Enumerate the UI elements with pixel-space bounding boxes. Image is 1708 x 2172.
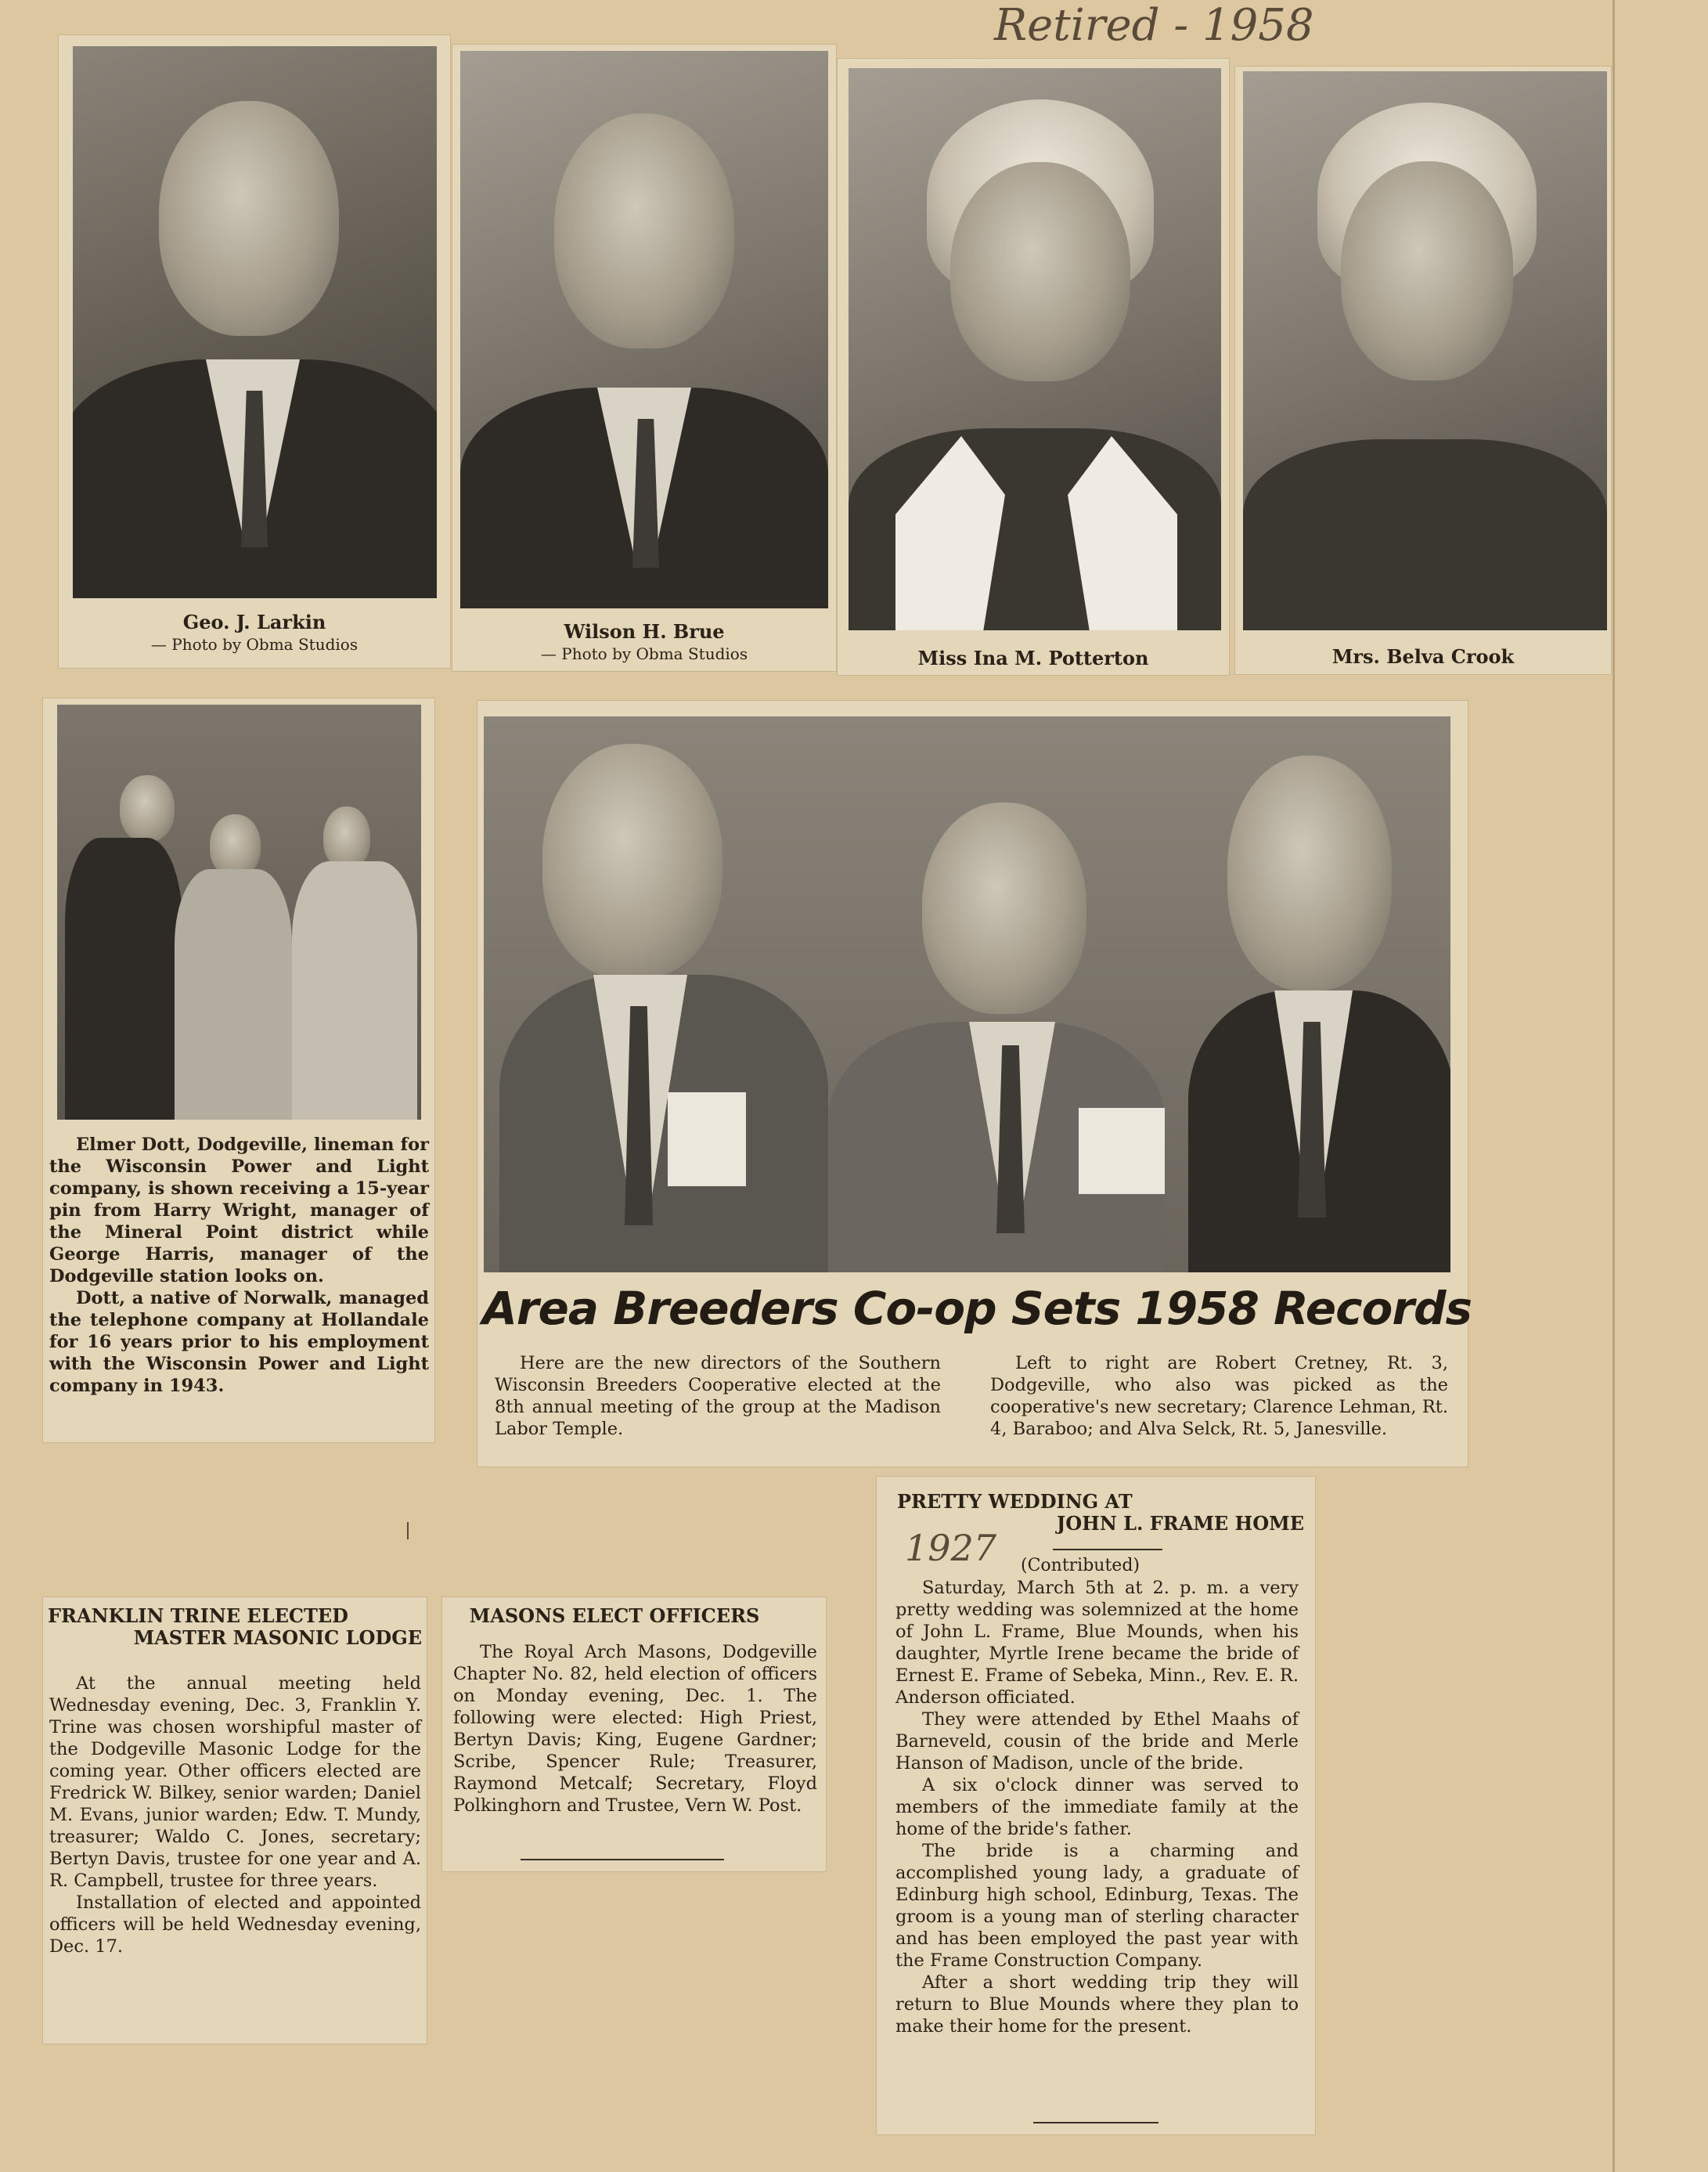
portrait-photo-brue [460,51,828,608]
portrait-clipping-potterton [838,59,1229,675]
portrait-name-larkin: Geo. J. Larkin [182,611,326,633]
trine-article-paragraph-1: At the annual meeting held Wednesday evening, Dec. 3, Franklin Y. Trine was chosen worshipful master of the Dodgeville Masonic Lodge for the coming year. Other officers elected are Fredrick W. Bilkey, senior warden; Daniel M. Evans, junior warden; Edw. T. Mundy, treasurer; Waldo C. Jones, secretary; Bertyn Davis, trustee for one year and A. R. Campbell, trustee for three years. [49,1673,421,1891]
dott-article-paragraph-1: Elmer Dott, Dodgeville, lineman for the Wisconsin Power and Light company, is shown receiving a 15-year pin from Harry Wright, manager of the Mineral Point district while George Harris, manager of the Dodgeville station looks on. [49,1135,429,1286]
dott-article-text [49,1134,429,1397]
handwritten-wedding-year: 1927 [905,1527,997,1569]
scrapbook-page-edge [1613,0,1615,2172]
portrait-name-brue: Wilson H. Brue [564,620,725,643]
trine-clipping [43,1597,427,2044]
portrait-photo-potterton [849,68,1221,630]
wedding-article-paragraph-5: After a short wedding trip they will return to Blue Mounds where they plan to make their home for the present. [895,1972,1299,2037]
wedding-article-paragraph-1: Saturday, March 5th at 2. p. m. a very pretty wedding was solemnized at the home of John L. Frame, Blue Mounds, when his daughter, Myrtle Irene became the bride of Ernest E. Frame of Sebeka, Minn., Rev. E. R. Anderson officiated. [895,1578,1299,1708]
trine-article-paragraph-2: Installation of elected and appointed officers will be held Wednesday evening, Dec. 17. [49,1892,421,1957]
dott-clipping [43,698,434,1442]
trine-headline: FRANKLIN TRINE ELECTED MASTER MASONIC LODGE [48,1604,422,1649]
portrait-clipping-brue [452,45,836,671]
breeders-clipping [477,701,1472,1467]
breeders-caption-column-2: Left to right are Robert Cretney, Rt. 3, Dodgeville, who also was picked as the cooperative's new secretary; Clarence Lehman, Rt. 4, Baraboo; and Alva Selck, Rt. 5, Janesville. [990,1353,1448,1439]
margin-mark [407,1522,409,1539]
portrait-caption-larkin [59,612,450,655]
wedding-article-paragraph-4: The bride is a charming and accomplished young lady, a graduate of Edinburg high school, Edinburg, Texas. The groom is a young man of sterling character and has been employed the past year with the Frame Construction Company. [895,1841,1299,1971]
portrait-clipping-larkin [59,35,450,668]
wedding-article-text [895,1577,1299,2037]
photo-credit-brue: — Photo by Obma Studios [540,644,748,663]
photo-credit-larkin: — Photo by Obma Studios [150,635,359,654]
masons-article-paragraph-1: The Royal Arch Masons, Dodgeville Chapter No. 82, held election of officers on Monday evening, Dec. 1. The following were elected: High Priest, Bertyn Davis; King, Eugene Gardner; Scribe, Spencer Rule; Treasurer, Raymond Metcalf; Secretary, Floyd Polkinghorn and Trustee, Vern W. Post. [453,1642,817,1816]
portrait-name-crook: Mrs. Belva Crook [1331,645,1515,668]
portrait-caption-brue [452,621,836,665]
masons-clipping [442,1597,826,1871]
handwritten-retired-note: Retired - 1958 [994,0,1314,51]
portrait-caption-potterton [838,648,1229,669]
wedding-headline: PRETTY WEDDING AT JOHN L. FRAME HOME [897,1490,1304,1535]
trine-article-text [49,1672,421,1957]
portrait-photo-larkin [73,46,437,598]
dott-article-paragraph-2: Dott, a native of Norwalk, managed the telephone company at Hollandale for 16 years prior to his employment with the Wisconsin Power and Light company in 1943. [49,1288,429,1396]
breeders-caption-column-1: Here are the new directors of the Southern Wisconsin Breeders Cooperative elected at the 8th annual meeting of the group at the Madison Labor Temple. [495,1353,941,1439]
wedding-article-paragraph-3: A six o'clock dinner was served to members of the immediate family at the home of the bride's father. [895,1775,1299,1839]
breeders-group-photo [484,716,1450,1272]
dott-photo [57,705,421,1120]
wedding-contributed-line: (Contributed) [1020,1556,1140,1575]
portrait-photo-crook [1243,71,1607,630]
wedding-article-paragraph-2: They were attended by Ethel Maahs of Barneveld, cousin of the bride and Merle Hanson of Madison, uncle of the bride. [895,1709,1299,1773]
portrait-caption-crook [1235,646,1611,668]
masons-headline: MASONS ELECT OFFICERS [469,1604,760,1627]
breeders-headline: Area Breeders Co-op Sets 1958 Records [482,1282,1472,1335]
wedding-clipping [877,1477,1315,2134]
portrait-name-potterton: Miss Ina M. Potterton [917,647,1149,669]
masons-article-text [453,1641,817,1817]
portrait-clipping-crook [1235,67,1611,674]
